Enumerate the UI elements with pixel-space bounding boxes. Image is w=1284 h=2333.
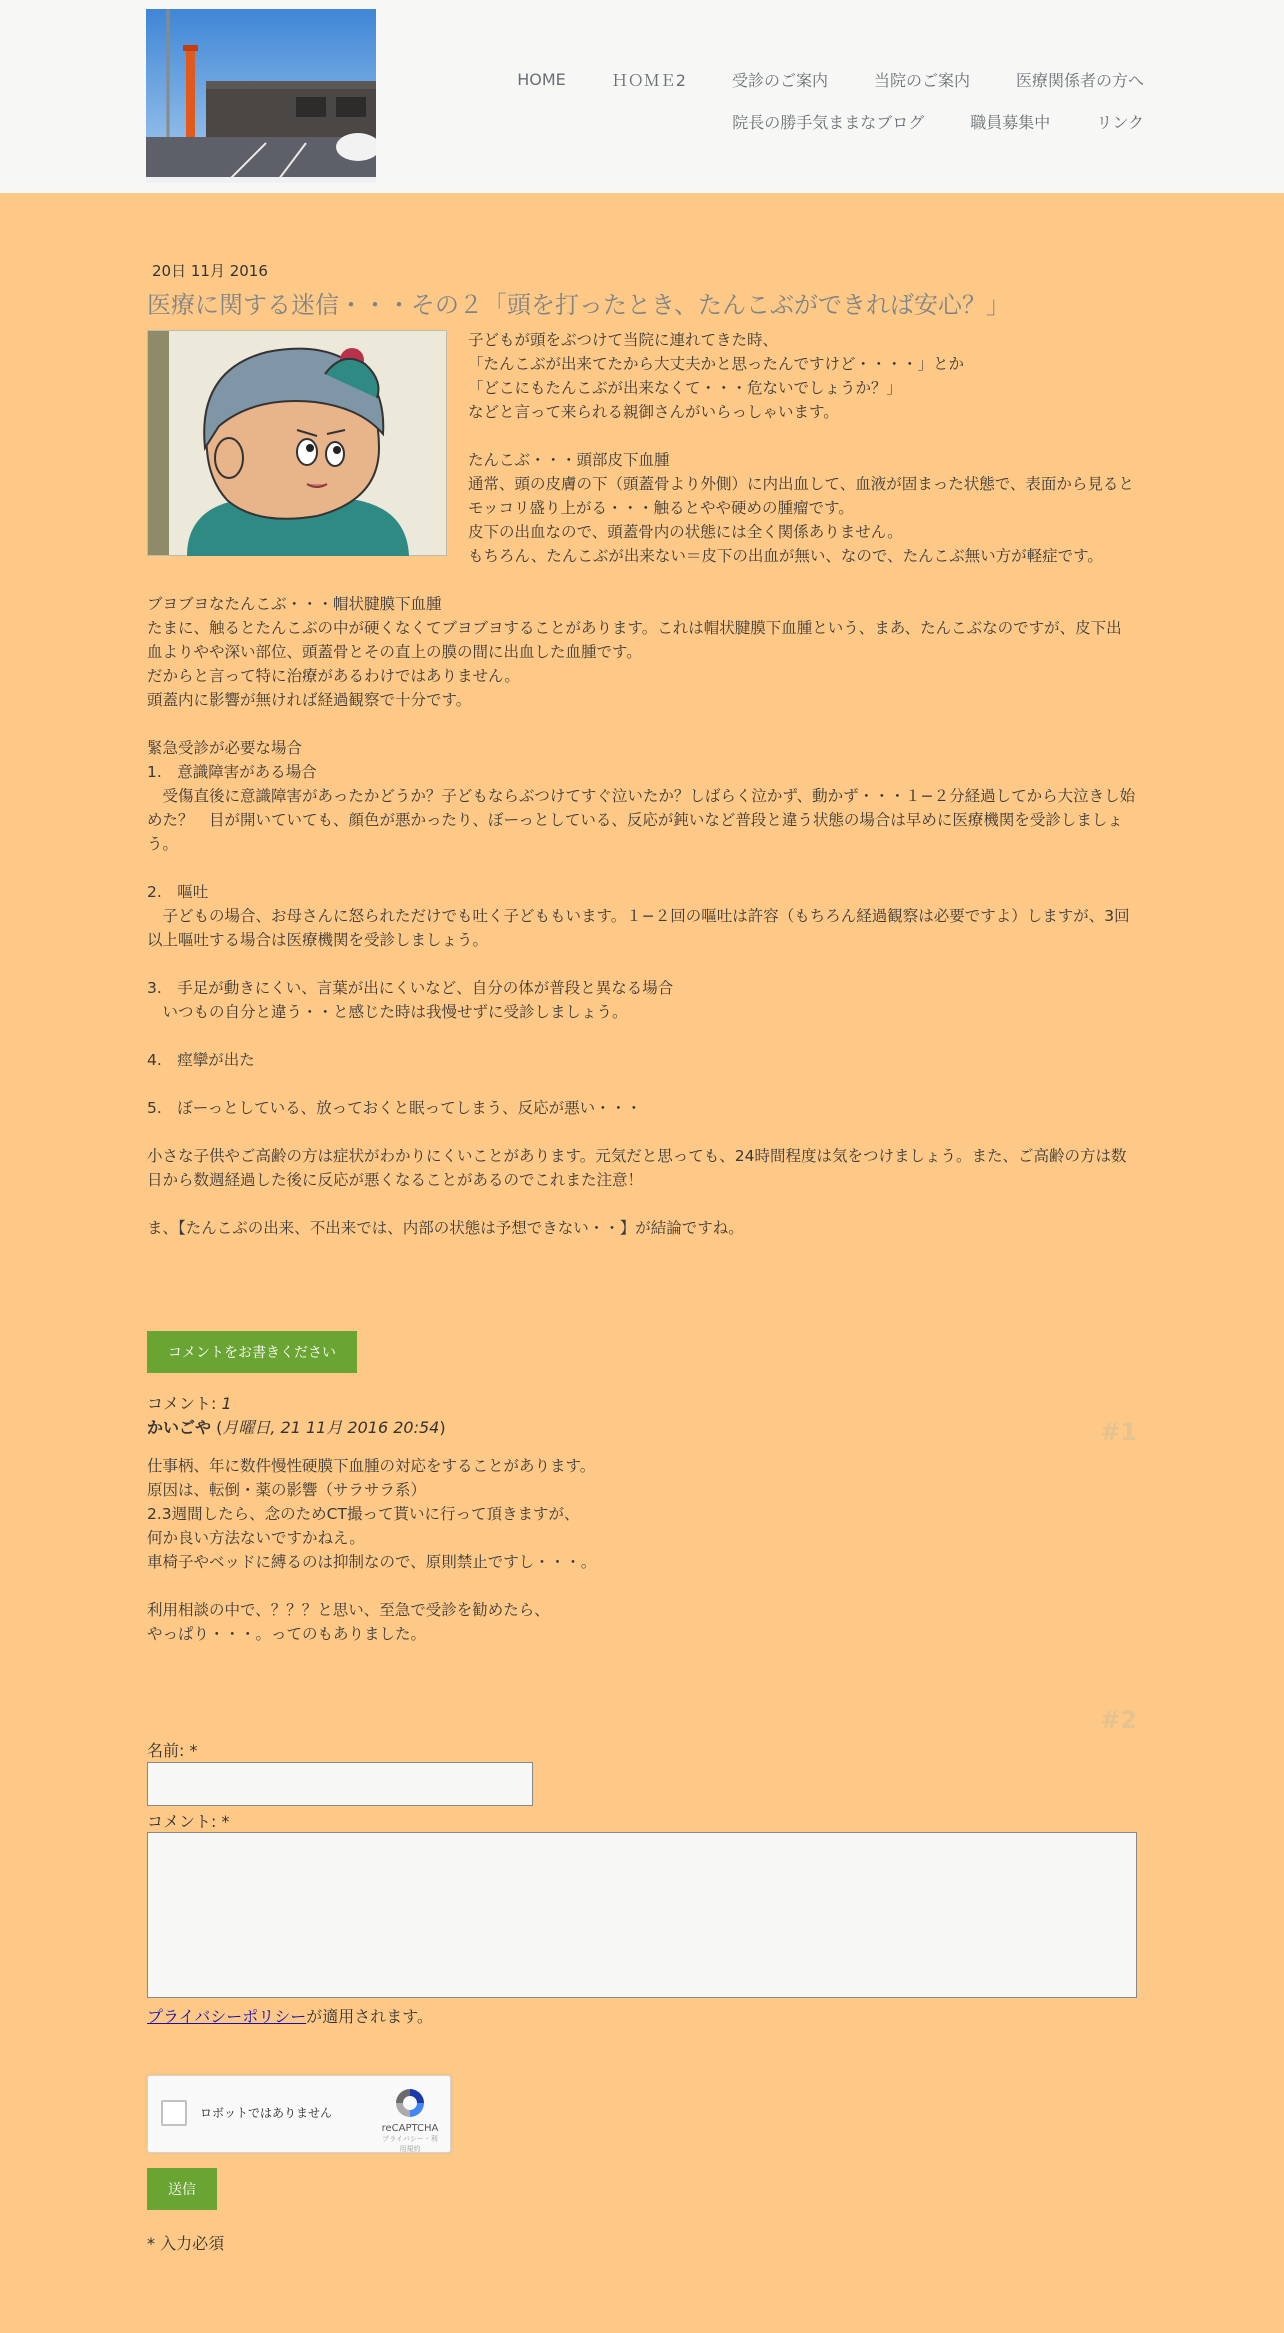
nav-home2[interactable]: ＨＯＭＥ2 [611,70,686,90]
post-date: 20日 11月 2016 [152,262,268,280]
nav-recruiting[interactable]: 職員募集中 [970,112,1051,132]
comment-number: #1 [1100,1418,1137,1446]
recaptcha-checkbox[interactable] [161,2100,187,2126]
name-label: 名前: * [147,1741,198,1760]
name-input[interactable] [147,1762,533,1806]
bump-illustration [147,330,447,556]
recaptcha-terms[interactable]: プライバシー - 利用規約 [382,2135,438,2153]
nav-director-blog[interactable]: 院長の勝手気ままなブログ [732,112,925,132]
nav-consultation-guide[interactable]: 受診のご案内 [731,70,828,90]
privacy-policy-link[interactable]: プライバシーポリシー [147,2007,307,2026]
post-body-text: ブヨブヨなたんこぶ・・・帽状腱膜下血腫 たまに、触るとたんこぶの中が硬くなくてブヨブヨすることがあります。これは帽状腱膜下血腫という、まあ、たんこぶなのですが、皮下出血よりやや深い部位、頭蓋骨とその直上の膜の間に出血した血腫です。 だからと言って特に治療があるわけではありません。 頭蓋内に影響が無ければ経過観察で十分です。 緊急受診が必要な場合 1. 意識障害がある場合 受傷直後に意識障害があったかどうか？子どもならぶつけてすぐ泣いたか？しばらく泣かず、動かず・・・１−２分経過してから大泣きし始めた？ 目が開いていても、顔色が悪かったり、ぼーっとしている、反応が鈍いなど普段と違う状態の場合は早めに医療機関を受診しましょう。 2. 嘔吐 子どもの場合、お母さんに怒られただけでも吐く子どももいます。１−２回の嘔吐は許容（もちろん経過観察は必要ですよ）しますが、3回以上嘔吐する場合は医療機関を受診しましょう。 3. 手足が動きにくい、言葉が出にくいなど、自分の体が普段と異なる場合 いつもの自分と違う・・と感じた時は我慢せずに受診しましょう。 4. 痙攣が出た 5. ぼーっとしている、放っておくと眠ってしまう、反応が悪い・・・ 小さな子供やご高齢の方は症状がわかりにくいことがあります。元気だと思っても、24時間程度は気をつけましょう。また、ご高齢の方は数日から数週経過した後に反応が悪くなることがあるのでこれまた注意！ ま、【たんこぶの出来、不出来では、内部の状態は予想できない・・】が結論ですね。 [147,595,1136,1237]
recaptcha-icon [393,2086,427,2120]
submit-button[interactable]: 送信 [147,2168,217,2210]
site-header [0,0,1284,193]
post-intro-text: 子どもが頭をぶつけて当院に連れてきた時、 「たんこぶが出来てたから大丈夫かと思ったんですけど・・・・」とか 「どこにもたんこぶが出来なくて・・・危ないでしょうか？」 などと言って来られる親御さんがいらっしゃいます。 たんこぶ・・・頭部皮下血腫 通常、頭の皮膚の下（頭蓋骨より外側）に内出血して、血液が固まった状態で、表面から見るとモッコリ盛り上がる・・・触るとやや硬めの腫瘤です。 皮下の出血なので、頭蓋骨内の状態には全く関係ありません。 もちろん、たんこぶが出来ない＝皮下の出血が無い、なので、たんこぶ無い方が軽症です。 [468,331,1134,565]
recaptcha-widget [147,2075,451,2153]
comment-textarea[interactable] [147,1832,1137,1998]
comment-date: 月曜日, 21 11月 2016 20:54 [222,1418,440,1437]
clinic-photo-logo[interactable] [146,9,376,183]
comment-count-label: コメント: [147,1394,222,1413]
nav-home[interactable]: HOME [517,69,566,89]
recaptcha-label: ロボットではありません [200,2106,333,2120]
post-title: 医療に関する迷信・・・その２「頭を打ったとき、たんこぶができれば安心？」 [147,291,1011,319]
next-comment-number: #2 [1100,1706,1137,1734]
nav-row-secondary [404,100,1144,142]
comment-meta: かいごや (月曜日, 21 11月 2016 20:54) [147,1418,446,1437]
comment-count-value: 1 [221,1394,232,1413]
nav-clinic-guide[interactable]: 当院のご案内 [873,70,970,90]
privacy-suffix: が適用されます。 [306,2007,433,2026]
required-note: * 入力必須 [147,2234,225,2253]
write-comment-button[interactable]: コメントをお書きください [147,1331,357,1373]
comment-author: かいごや [147,1418,212,1437]
privacy-notice [147,2004,433,2027]
comment-text: 仕事柄、年に数件慢性硬膜下血腫の対応をすることがあります。 原因は、転倒・薬の影響（サラサラ系） 2.3週間したら、念のためCT撮って貰いに行って頂きますが、 何か良い方法ないですかねえ。 車椅子やベッドに縛るのは抑制なので、原則禁止ですし・・・。 利用相談の中で、？？？と思い、至急で受診を勧めたら、 やっぱり・・・。ってのもありました。 [147,1457,597,1643]
comment-label: コメント: * [147,1812,230,1831]
comment-count [147,1391,232,1414]
nav-row-primary [404,58,1144,100]
recaptcha-logo [380,2086,440,2154]
main-navigation [404,58,1144,142]
nav-medical-professionals[interactable]: 医療関係者の方へ [1015,70,1144,90]
nav-links[interactable]: リンク [1096,112,1144,132]
recaptcha-brand: reCAPTCHA [381,2123,439,2134]
